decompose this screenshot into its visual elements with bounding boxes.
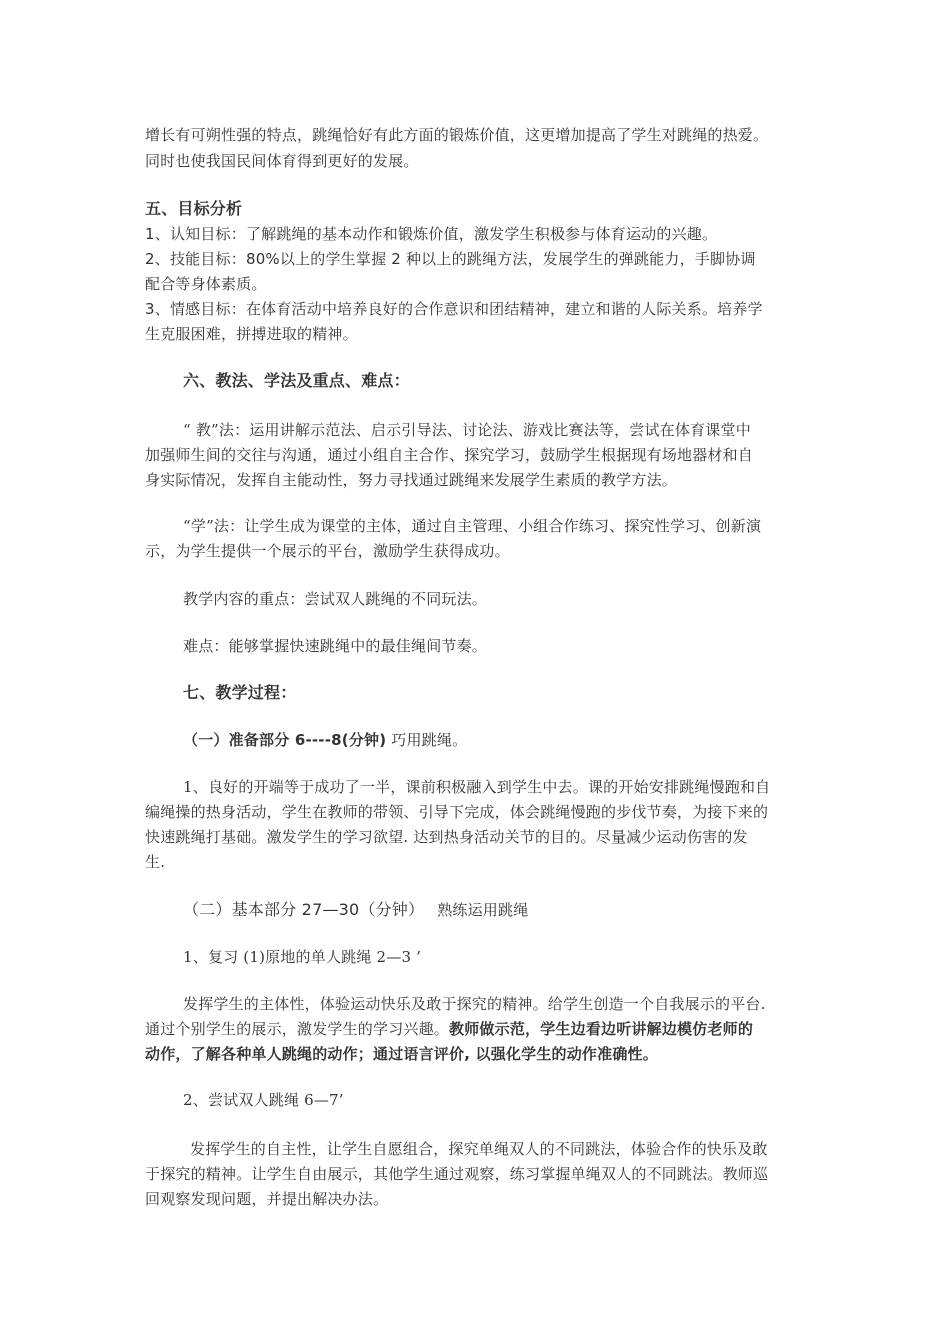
section-7-heading: 七、教学过程：	[183, 683, 297, 702]
review-line-1: 发挥学生的主体性，体验运动快乐及敢于探究的精神。给学生创造一个自我展示的平台.	[183, 995, 766, 1013]
goal-item-1: 1、认知目标：了解跳绳的基本动作和锻炼价值，激发学生积极参与体育运动的兴趣。	[145, 225, 718, 243]
try-line-2: 于探究的精神。让学生自由展示，其他学生通过观察，练习掌握单绳双人的不同跳法。教师巡	[145, 1165, 769, 1183]
try-line-3: 回观察发现问题，并提出解决办法。	[145, 1190, 389, 1208]
goal-item-2-cont: 配合等身体素质。	[145, 275, 267, 293]
intro-line-2: 同时也使我国民间体育得到更好的发展。	[145, 152, 419, 170]
goal-item-2: 2、技能目标：80%以上的学生掌握 2 种以上的跳绳方法，发展学生的弹跳能力，手脚协调	[145, 250, 756, 268]
section-6-heading: 六、教法、学法及重点、难点：	[183, 371, 410, 390]
goal-item-3-cont: 生克服困难，拼搏进取的精神。	[145, 325, 358, 343]
learn-method-line-2: 示，为学生提供一个展示的平台，激励学生获得成功。	[145, 542, 510, 560]
part-1-title: （一）准备部分 6----8(分钟)	[183, 731, 387, 749]
part-1-heading	[183, 728, 467, 752]
part-1-line-3: 快速跳绳打基础。激发学生的学习欲望. 达到热身活动关节的目的。尽量减少运动伤害的发	[145, 828, 748, 846]
part-1-line-4: 生.	[145, 853, 166, 871]
teach-method-line-1: “ 教”法：运用讲解示范法、启示引导法、讨论法、游戏比赛法等，尝试在体育课堂中	[183, 421, 751, 439]
review-line-2-normal: 通过个别学生的展示，激发学生的学习兴趣。	[145, 1020, 450, 1038]
difficult-point: 难点：能够掌握快速跳绳中的最佳绳间节奏。	[183, 637, 488, 655]
part-2-title: （二）基本部分 27—30（分钟）	[183, 900, 425, 919]
review-line-2	[145, 1017, 753, 1041]
teach-method-line-3: 身实际情况，发挥自主能动性，努力寻找通过跳绳来发展学生素质的教学方法。	[145, 471, 678, 489]
part-1-line-2: 编绳操的热身活动，学生在教师的带领、引导下完成，体会跳绳慢跑的步伐节奏，为接下来的	[145, 803, 769, 821]
review-line-3	[145, 1042, 658, 1066]
part-1-line-1: 1、良好的开端等于成功了一半，课前积极融入到学生中去。课的开始安排跳绳慢跑和自	[183, 778, 771, 796]
learn-method-line-1: “学”法：让学生成为课堂的主体，通过自主管理、小组合作练习、探究性学习、创新演	[183, 517, 762, 535]
review-heading: 1、复习 (1)原地的单人跳绳 2—3 ’	[183, 948, 422, 966]
review-line-2-bold: 教师做示范，学生边看边听讲解边模仿老师的	[449, 1020, 754, 1038]
goal-item-3: 3、情感目标：在体育活动中培养良好的合作意识和团结精神，建立和谐的人际关系。培养学	[145, 300, 763, 318]
review-line-3-bold: 动作，了解各种单人跳绳的动作；通过语言评价, 以强化学生的动作准确性。	[145, 1045, 658, 1063]
try-line-1: 发挥学生的自主性，让学生自愿组合，探究单绳双人的不同跳法，体验合作的快乐及敢	[190, 1140, 768, 1158]
part-2-heading	[183, 898, 528, 922]
intro-line-1: 增长有可朔性强的特点，跳绳恰好有此方面的锻炼价值，这更增加提高了学生对跳绳的热爱。	[145, 126, 769, 144]
part-2-tail: 熟练运用跳绳	[437, 901, 529, 919]
part-1-tail: 巧用跳绳。	[391, 731, 468, 749]
teach-method-line-2: 加强师生间的交往与沟通，通过小组自主合作、探究学习，鼓励学生根据现有场地器材和自	[145, 446, 754, 464]
key-point: 教学内容的重点：尝试双人跳绳的不同玩法。	[183, 590, 488, 608]
try-heading: 2、尝试双人跳绳 6—7’	[183, 1091, 344, 1109]
section-5-heading: 五、目标分析	[145, 199, 243, 218]
